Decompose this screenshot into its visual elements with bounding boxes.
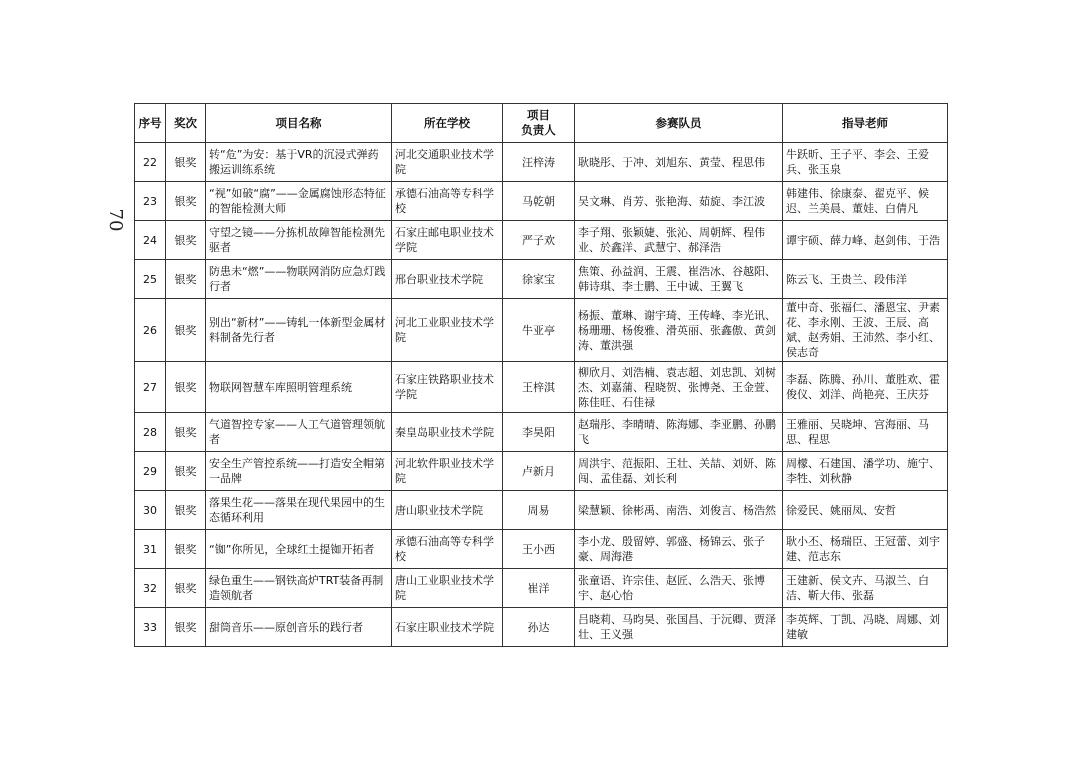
cell-award: 银奖 xyxy=(166,143,206,182)
cell-team-members: 周洪宇、范振阳、王壮、关喆、刘妍、陈闯、孟佳磊、刘长利 xyxy=(575,452,783,491)
cell-advisors: 徐爱民、姚丽凤、安哲 xyxy=(783,491,948,530)
cell-advisors: 谭宇硕、薛力峰、赵剑伟、于浩 xyxy=(783,221,948,260)
cell-project-name: 落果生花——落果在现代果园中的生态循环利用 xyxy=(206,491,392,530)
cell-serial-number: 28 xyxy=(135,413,166,452)
cell-school: 石家庄邮电职业技术学院 xyxy=(392,221,503,260)
cell-advisors: 董中奇、张福仁、潘恩宝、尹素花、李永刚、王波、王辰、高斌、赵秀娟、王沛然、李小红、侯志奇 xyxy=(783,299,948,362)
cell-serial-number: 29 xyxy=(135,452,166,491)
table-row xyxy=(135,182,948,221)
page-number-text: 70 xyxy=(105,208,127,232)
header-award: 奖次 xyxy=(166,104,206,143)
cell-award: 银奖 xyxy=(166,608,206,647)
cell-project-leader: 卢新月 xyxy=(503,452,575,491)
table-row xyxy=(135,299,948,362)
header-project-name: 项目名称 xyxy=(206,104,392,143)
cell-award: 银奖 xyxy=(166,299,206,362)
table-row xyxy=(135,452,948,491)
cell-advisors: 耿小丕、杨瑞臣、王冠蕾、刘宇建、范志东 xyxy=(783,530,948,569)
cell-school: 唐山职业技术学院 xyxy=(392,491,503,530)
cell-school: 承德石油高等专科学校 xyxy=(392,530,503,569)
cell-award: 银奖 xyxy=(166,569,206,608)
cell-serial-number: 26 xyxy=(135,299,166,362)
cell-project-leader: 王梓淇 xyxy=(503,362,575,413)
header-project-leader: 项目 负责人 xyxy=(503,104,575,143)
table-row xyxy=(135,530,948,569)
cell-team-members: 焦策、孙益润、王震、崔浩冰、谷越阳、韩诗琪、李士鹏、王中诚、王翼飞 xyxy=(575,260,783,299)
cell-project-name: 守望之镜——分拣机故障智能检测先驱者 xyxy=(206,221,392,260)
cell-project-name: 防患未“燃”——物联网消防应急灯践行者 xyxy=(206,260,392,299)
cell-project-leader: 汪梓涛 xyxy=(503,143,575,182)
table-row xyxy=(135,143,948,182)
cell-serial-number: 27 xyxy=(135,362,166,413)
cell-project-name: “铷”你所见，全球红土提铷开拓者 xyxy=(206,530,392,569)
cell-award: 银奖 xyxy=(166,362,206,413)
cell-advisors: 李磊、陈腾、孙川、董胜欢、霍俊仪、刘洋、尚艳亮、王庆芬 xyxy=(783,362,948,413)
cell-serial-number: 31 xyxy=(135,530,166,569)
cell-school: 唐山工业职业技术学院 xyxy=(392,569,503,608)
cell-advisors: 陈云飞、王贵兰、段伟洋 xyxy=(783,260,948,299)
cell-serial-number: 23 xyxy=(135,182,166,221)
awards-table xyxy=(134,103,948,647)
cell-project-leader: 马乾朝 xyxy=(503,182,575,221)
cell-project-name: 别出“新材”——铸轧一体新型金属材料制备先行者 xyxy=(206,299,392,362)
cell-serial-number: 30 xyxy=(135,491,166,530)
cell-award: 银奖 xyxy=(166,221,206,260)
cell-team-members: 梁慧颖、徐彬禹、南浩、刘俊言、杨浩然 xyxy=(575,491,783,530)
header-advisors: 指导老师 xyxy=(783,104,948,143)
cell-team-members: 吴文琳、肖芳、张艳海、茹旋、李江波 xyxy=(575,182,783,221)
header-school: 所在学校 xyxy=(392,104,503,143)
cell-team-members: 耿晓彤、于冲、刘旭东、黄莹、程思伟 xyxy=(575,143,783,182)
cell-award: 银奖 xyxy=(166,260,206,299)
cell-serial-number: 33 xyxy=(135,608,166,647)
cell-advisors: 王建新、侯文卉、马淑兰、白洁、靳大伟、张磊 xyxy=(783,569,948,608)
cell-team-members: 张童语、许宗佳、赵匠、么浩天、张博宇、赵心怡 xyxy=(575,569,783,608)
cell-award: 银奖 xyxy=(166,452,206,491)
cell-team-members: 赵瑞彤、李晴晴、陈海娜、李亚鹏、孙鹏飞 xyxy=(575,413,783,452)
cell-project-name: 甜筒音乐——原创音乐的践行者 xyxy=(206,608,392,647)
cell-project-leader: 崔洋 xyxy=(503,569,575,608)
cell-advisors: 周檬、石建国、潘学功、施宁、李牲、刘秋静 xyxy=(783,452,948,491)
cell-award: 银奖 xyxy=(166,413,206,452)
cell-serial-number: 32 xyxy=(135,569,166,608)
cell-team-members: 吕晓莉、马昀昊、张国昌、于沅卿、贾泽壮、王义强 xyxy=(575,608,783,647)
cell-project-name: 绿色重生——钢铁高炉TRT装备再制造领航者 xyxy=(206,569,392,608)
table-row xyxy=(135,569,948,608)
cell-team-members: 杨振、董琳、谢宇琦、王传峰、李光讯、杨珊珊、杨俊雅、滑英丽、张鑫傲、黄剑涛、董洪强 xyxy=(575,299,783,362)
table-row xyxy=(135,608,948,647)
table-row xyxy=(135,413,948,452)
cell-school: 邢台职业技术学院 xyxy=(392,260,503,299)
cell-school: 河北工业职业技术学院 xyxy=(392,299,503,362)
cell-school: 石家庄职业技术学院 xyxy=(392,608,503,647)
cell-award: 银奖 xyxy=(166,491,206,530)
cell-project-name: “视”如破“腐”——金属腐蚀形态特征的智能检测大师 xyxy=(206,182,392,221)
cell-school: 承德石油高等专科学校 xyxy=(392,182,503,221)
cell-project-leader: 孙达 xyxy=(503,608,575,647)
cell-advisors: 王雅丽、吴晓坤、宫海丽、马思、程思 xyxy=(783,413,948,452)
cell-project-leader: 徐家宝 xyxy=(503,260,575,299)
cell-advisors: 李英辉、丁凯、冯晓、周娜、刘建敏 xyxy=(783,608,948,647)
table-row xyxy=(135,491,948,530)
cell-advisors: 韩建伟、徐康泰、翟克平、候迟、兰美晨、董娃、白倩凡 xyxy=(783,182,948,221)
cell-project-name: 物联网智慧车库照明管理系统 xyxy=(206,362,392,413)
cell-project-name: 转“危”为安：基于VR的沉浸式弹药搬运训练系统 xyxy=(206,143,392,182)
cell-serial-number: 24 xyxy=(135,221,166,260)
cell-project-name: 安全生产管控系统——打造安全帽第一品牌 xyxy=(206,452,392,491)
cell-serial-number: 25 xyxy=(135,260,166,299)
cell-team-members: 李小龙、殷留婷、郭盛、杨锦云、张子豪、周海港 xyxy=(575,530,783,569)
cell-project-name: 气道智控专家——人工气道管理领航者 xyxy=(206,413,392,452)
cell-team-members: 柳欣月、刘浩楠、袁志超、刘忠凯、刘树杰、刘嘉蒲、程晓贺、张博尧、王金萱、陈佳旺、石佳禄 xyxy=(575,362,783,413)
header-serial-number: 序号 xyxy=(135,104,166,143)
table-row xyxy=(135,362,948,413)
cell-project-leader: 周易 xyxy=(503,491,575,530)
cell-award: 银奖 xyxy=(166,182,206,221)
cell-award: 银奖 xyxy=(166,530,206,569)
cell-school: 河北交通职业技术学院 xyxy=(392,143,503,182)
cell-school: 石家庄铁路职业技术学院 xyxy=(392,362,503,413)
table-header-row xyxy=(135,104,948,143)
cell-school: 秦皇岛职业技术学院 xyxy=(392,413,503,452)
cell-advisors: 牛跃昕、王子平、李会、王爱兵、张玉泉 xyxy=(783,143,948,182)
cell-project-leader: 王小西 xyxy=(503,530,575,569)
cell-project-leader: 李昊阳 xyxy=(503,413,575,452)
table-row xyxy=(135,260,948,299)
cell-project-leader: 牛亚亭 xyxy=(503,299,575,362)
cell-school: 河北软件职业技术学院 xyxy=(392,452,503,491)
header-team-members: 参赛队员 xyxy=(575,104,783,143)
cell-project-leader: 严子欢 xyxy=(503,221,575,260)
table-row xyxy=(135,221,948,260)
cell-serial-number: 22 xyxy=(135,143,166,182)
cell-team-members: 李子翔、张颖婕、张沁、周朝辉、程伟业、於鑫洋、武慧宁、郝泽浩 xyxy=(575,221,783,260)
